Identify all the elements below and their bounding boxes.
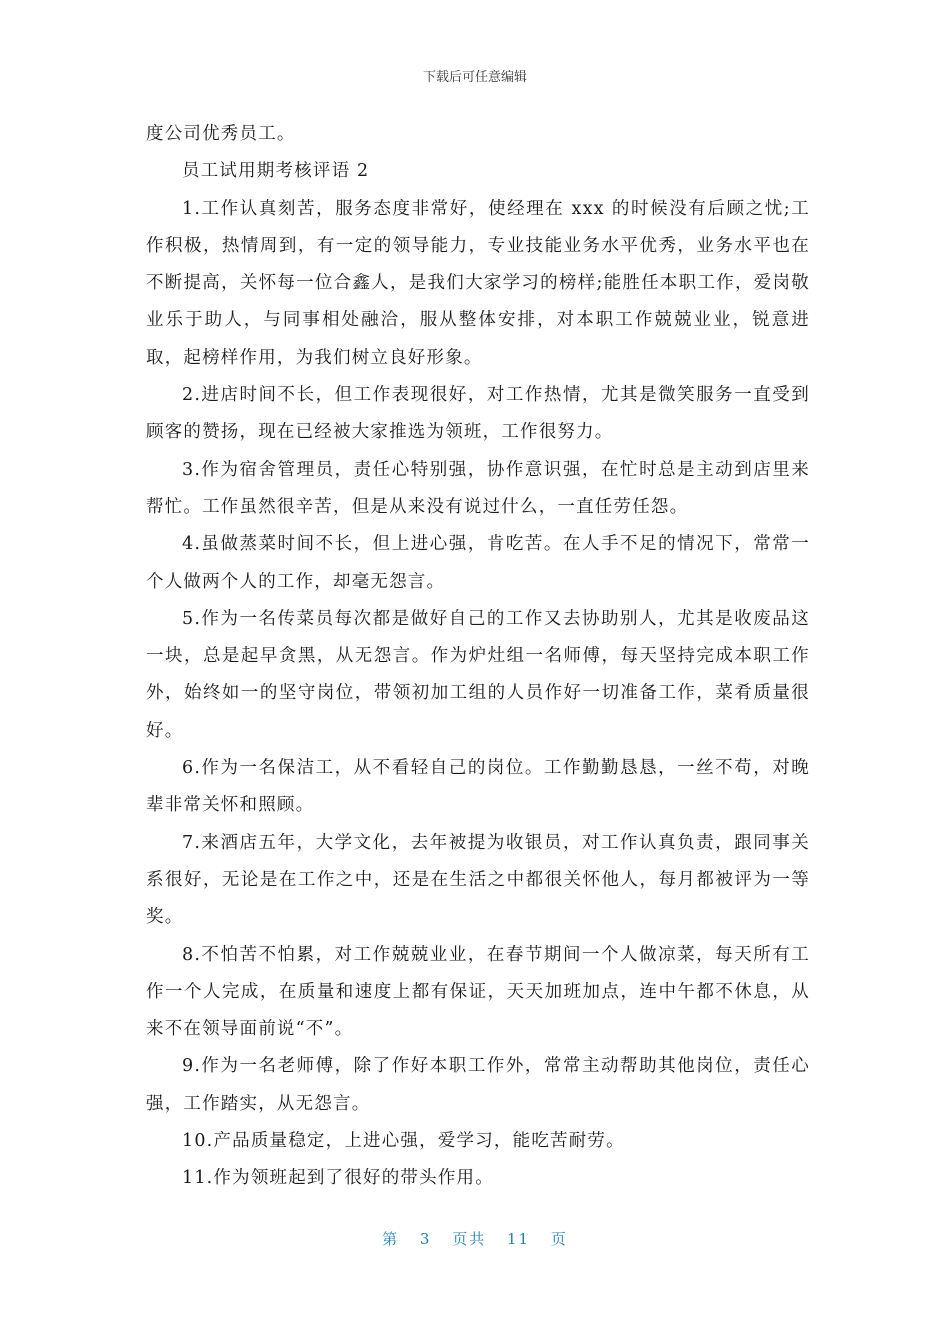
paragraph-item-11: 11.作为领班起到了很好的带头作用。: [182, 1168, 494, 1189]
paragraph-item-1: 1.工作认真刻苦，服务态度非常好，使经理在 xxx 的时候没有后顾之忧;工作积极，热情周到，有一定的领导能力，专业技能业务水平优秀，业务水平也在不断提高，关怀每一位合鑫人，是我们大家学习的榜样;能胜任本职工作，爱岗敬业乐于助人，与同事相处融洽，服从整体安排，对本职工作兢兢业业，锐意进取，起榜样作用，为我们树立良好形象。: [146, 198, 810, 368]
page-number-footer: 第 3 页共 11 页: [382, 1230, 568, 1248]
paragraph-item-5: 5.作为一名传菜员每次都是做好自己的工作又去协助别人，尤其是收废品这一块，总是起早贪黑，从无怨言。作为炉灶组一名师傅，每天坚持完成本职工作外，始终如一的坚守岗位，带领初加工组的人员作好一切准备工作，菜肴质量很好。: [146, 608, 810, 741]
paragraph-item-4: 4.虽做蒸菜时间不长，但上进心强，肯吃苦。在人手不足的情况下，常常一个人做两个人的工作，却毫无怨言。: [146, 534, 810, 592]
page-header: 下载后可任意编辑: [422, 70, 527, 85]
paragraph-item-8: 8.不怕苦不怕累，对工作兢兢业业，在春节期间一个人做凉菜，每天所有工作一个人完成，在质量和速度上都有保证，天天加班加点，连中午都不休息，从来不在领导面前说“不”。: [146, 944, 810, 1040]
paragraph-0: 度公司优秀员工。: [146, 124, 296, 144]
paragraph-item-7: 7.来酒店五年，大学文化，去年被提为收银员，对工作认真负责，跟同事关系很好，无论是在工作之中，还是在生活之中都很关怀他人，每月都被评为一等奖。: [146, 832, 810, 928]
paragraph-item-6: 6.作为一名保洁工，从不看轻自己的岗位。工作勤勤恳恳，一丝不苟，对晚辈非常关怀和照顾。: [146, 758, 810, 816]
paragraph-item-10: 10.产品质量稳定，上进心强，爱学习，能吃苦耐劳。: [182, 1131, 625, 1152]
paragraph-item-3: 3.作为宿舍管理员，责任心特别强，协作意识强，在忙时总是主动到店里来帮忙。工作虽然很辛苦，但是从来没有说过什么，一直任劳任怨。: [146, 459, 810, 517]
document-body: [146, 116, 810, 1198]
paragraph-item-2: 2.进店时间不长，但工作表现很好，对工作热情，尤其是微笑服务一直受到顾客的赞扬，现在已经被大家推选为领班，工作很努力。: [146, 385, 810, 443]
section-heading: 员工试用期考核评语 2: [182, 161, 370, 182]
paragraph-item-9: 9.作为一名老师傅，除了作好本职工作外，常常主动帮助其他岗位，责任心强，工作踏实，从无怨言。: [146, 1056, 810, 1114]
